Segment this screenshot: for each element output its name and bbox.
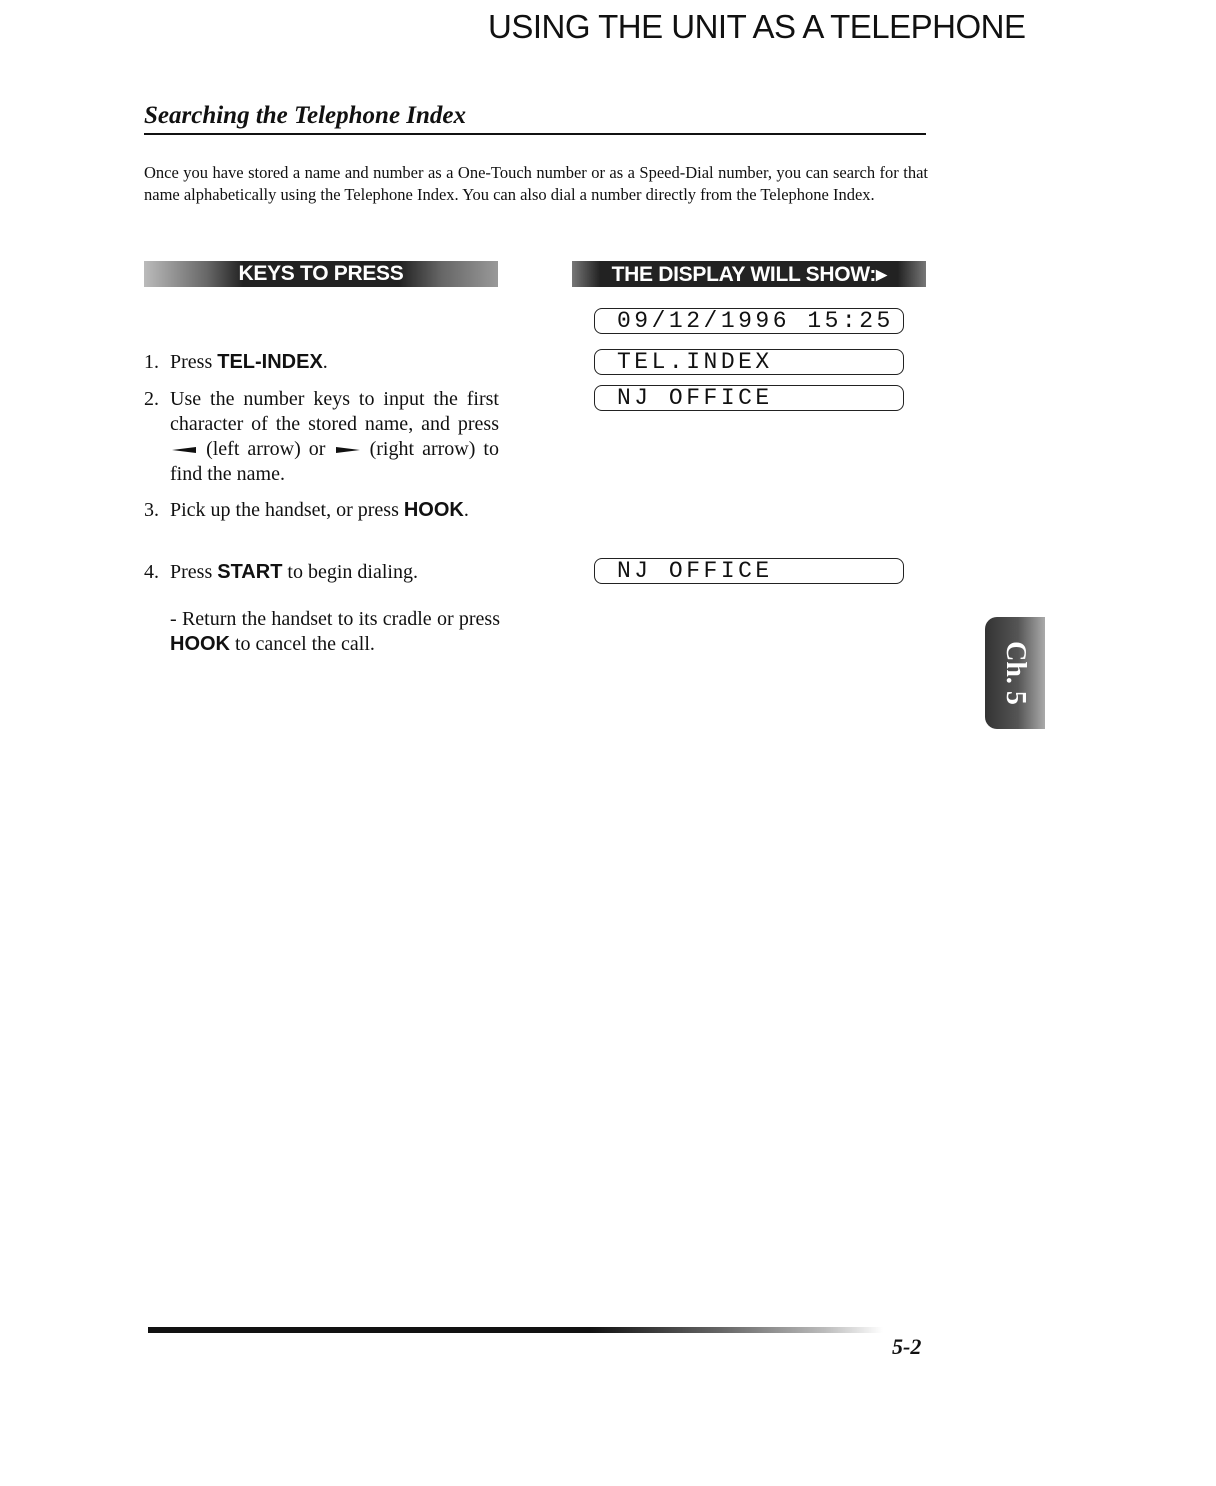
step-number: 2. (144, 388, 159, 410)
right-arrow-icon (336, 447, 360, 453)
chapter-title: USING THE UNIT AS A TELEPHONE (488, 8, 1026, 45)
page-number: 5-2 (892, 1334, 922, 1359)
step-4 (144, 560, 499, 585)
step-text: Use the number keys to input the first character of the stored name, and press (left arrow) or (right arrow) to find the name. (170, 388, 499, 485)
step-number: 4. (144, 561, 159, 583)
left-arrow-icon (172, 447, 196, 453)
step-4-note (170, 607, 500, 657)
step-1 (144, 350, 499, 375)
key-hook: HOOK (170, 633, 230, 655)
section-title: Searching the Telephone Index (144, 102, 467, 129)
step-text: Press START to begin dialing. (170, 561, 418, 583)
step-number: 3. (144, 499, 159, 521)
chapter-tab: Ch. 5 (985, 617, 1045, 729)
key-hook: HOOK (403, 499, 464, 521)
note-text: - Return the handset to its cradle or press HOOK to cancel the call. (170, 608, 500, 655)
section-divider (144, 133, 926, 135)
step-number: 1. (144, 351, 159, 373)
lcd-display-datetime: 09/12/1996 15:25 (594, 308, 904, 334)
step-2 (144, 387, 499, 487)
lcd-display-tel-index: TEL.INDEX (594, 349, 904, 375)
display-will-show-banner: THE DISPLAY WILL SHOW:▸ (572, 261, 926, 287)
lcd-display-name-dialing: NJ OFFICE (594, 558, 904, 584)
key-tel-index: TEL-INDEX (217, 351, 323, 373)
intro-paragraph: Once you have stored a name and number as a One-Touch number or as a Speed-Dial number, you can search for that name alphabetically using the Telephone Index. You can also dial a number directly from the Telephone Index. (144, 163, 928, 204)
keys-to-press-banner: KEYS TO PRESS (144, 261, 498, 287)
step-3 (144, 498, 499, 523)
lcd-display-name: NJ OFFICE (594, 385, 904, 411)
footer-rule (148, 1327, 883, 1333)
key-start: START (217, 561, 283, 583)
step-text: Pick up the handset, or press HOOK. (170, 499, 469, 521)
step-text: Press TEL-INDEX. (170, 351, 328, 373)
